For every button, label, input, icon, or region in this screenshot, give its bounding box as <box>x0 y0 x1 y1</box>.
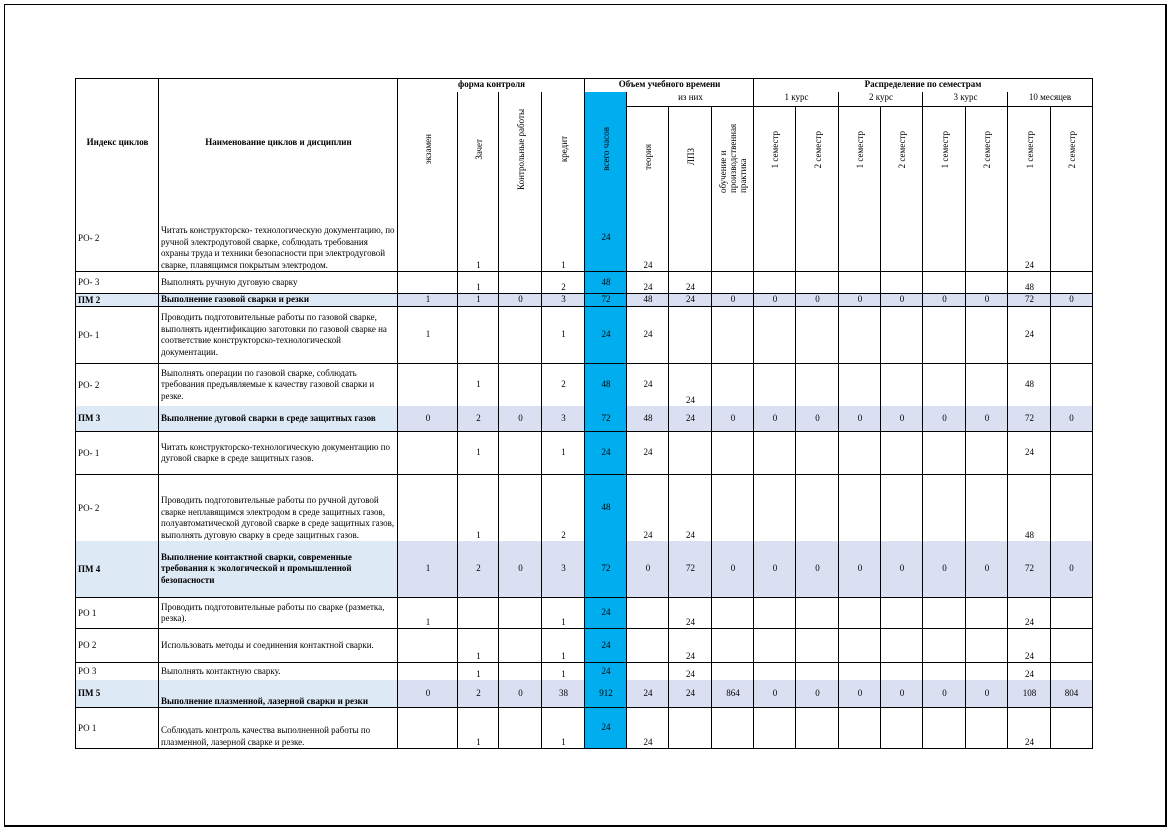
header-course-2: 2 курс <box>838 92 923 107</box>
row-semester-2 <box>795 597 839 629</box>
row-teoria: 24 <box>626 474 669 542</box>
row-zach: 1 <box>457 628 499 663</box>
row-total: 48 <box>584 271 627 294</box>
row-semester-7: 24 <box>1007 205 1051 272</box>
row-name: Выполнять ручную дуговую сварку <box>158 271 398 294</box>
row-semester-7: 72 <box>1007 541 1051 598</box>
row-semester-7: 24 <box>1007 597 1051 629</box>
row-semester-2 <box>795 628 839 663</box>
row-practice <box>711 628 754 663</box>
row-practice <box>711 662 754 681</box>
row-lpz: 24 <box>668 662 712 681</box>
row-practice <box>711 306 754 364</box>
row-teoria <box>626 597 669 629</box>
row-teoria: 0 <box>626 541 669 598</box>
header-semester-8 <box>1050 106 1093 206</box>
row-semester-8 <box>1050 662 1093 681</box>
row-semester-3 <box>838 363 881 407</box>
row-semester-1 <box>753 205 796 272</box>
header-volume-group: Объем учебного времени <box>584 78 754 93</box>
row-semester-1 <box>753 271 796 294</box>
header-control-exam <box>397 92 458 206</box>
row-teoria: 24 <box>626 306 669 364</box>
row-exam <box>397 628 458 663</box>
row-semester-3 <box>838 431 881 475</box>
row-exam <box>397 205 458 272</box>
row-total: 72 <box>584 541 627 598</box>
row-kontr <box>498 707 542 749</box>
row-semester-6: 0 <box>965 293 1008 307</box>
row-semester-8 <box>1050 597 1093 629</box>
row-name: Выполнять контактную сварку. <box>158 662 398 681</box>
row-name: Проводить подготовительные работы по сварке (разметка, резка). <box>158 597 398 629</box>
row-exam: 1 <box>397 306 458 364</box>
row-kontr <box>498 205 542 272</box>
row-semester-7: 24 <box>1007 628 1051 663</box>
row-semester-6 <box>965 205 1008 272</box>
row-semester-8: 804 <box>1050 680 1093 708</box>
header-course-1: 1 курс <box>753 92 839 107</box>
header-control-kontr <box>498 92 542 206</box>
row-kredit: 2 <box>541 363 585 407</box>
row-lpz: 24 <box>668 406 712 432</box>
row-teoria: 48 <box>626 406 669 432</box>
row-kontr <box>498 271 542 294</box>
row-semester-5: 0 <box>922 293 966 307</box>
header-semester-6 <box>965 106 1008 206</box>
row-semester-2: 0 <box>795 680 839 708</box>
row-semester-1 <box>753 628 796 663</box>
row-zach: 1 <box>457 431 499 475</box>
row-lpz: 72 <box>668 541 712 598</box>
header-course-4: 10 месяцев <box>1007 92 1093 107</box>
row-total: 48 <box>584 363 627 407</box>
row-kredit: 1 <box>541 205 585 272</box>
row-semester-6 <box>965 628 1008 663</box>
row-exam <box>397 474 458 542</box>
row-total: 24 <box>584 597 627 629</box>
row-semester-3 <box>838 707 881 749</box>
row-semester-8 <box>1050 205 1093 272</box>
row-semester-4: 0 <box>880 406 923 432</box>
row-semester-5 <box>922 271 966 294</box>
header-semester-7-label: 1 семестр <box>1024 131 1035 169</box>
row-index: РО 1 <box>75 597 159 629</box>
row-semester-3 <box>838 205 881 272</box>
row-semester-7: 48 <box>1007 271 1051 294</box>
row-index: РО- 2 <box>75 363 159 407</box>
row-semester-3 <box>838 271 881 294</box>
row-semester-8: 0 <box>1050 293 1093 307</box>
header-control-kredit-label: кредит <box>558 135 569 163</box>
row-exam: 1 <box>397 541 458 598</box>
row-semester-4 <box>880 271 923 294</box>
row-semester-6 <box>965 271 1008 294</box>
row-semester-5 <box>922 431 966 475</box>
row-practice: 0 <box>711 406 754 432</box>
row-name: Выполнение плазменной, лазерной сварки и резки <box>158 680 398 708</box>
row-lpz: 24 <box>668 628 712 663</box>
row-kontr: 0 <box>498 406 542 432</box>
row-kontr: 0 <box>498 541 542 598</box>
row-zach <box>457 597 499 629</box>
row-kredit: 1 <box>541 628 585 663</box>
row-practice: 864 <box>711 680 754 708</box>
row-semester-3: 0 <box>838 293 881 307</box>
row-practice <box>711 363 754 407</box>
header-index: Индекс циклов <box>75 78 159 206</box>
row-semester-1 <box>753 597 796 629</box>
row-kredit: 2 <box>541 474 585 542</box>
row-index: РО- 2 <box>75 474 159 542</box>
row-semester-2 <box>795 306 839 364</box>
row-semester-2 <box>795 363 839 407</box>
header-total-hours-label: всего часов <box>601 127 611 171</box>
row-kredit: 3 <box>541 293 585 307</box>
row-index: РО- 1 <box>75 431 159 475</box>
row-kredit: 38 <box>541 680 585 708</box>
row-semester-1 <box>753 363 796 407</box>
header-practice <box>711 106 754 206</box>
row-name: Выполнение газовой сварки и резки <box>158 293 398 307</box>
row-kredit: 3 <box>541 541 585 598</box>
row-semester-4: 0 <box>880 541 923 598</box>
row-semester-7: 48 <box>1007 474 1051 542</box>
row-lpz: 24 <box>668 271 712 294</box>
row-kredit: 1 <box>541 306 585 364</box>
row-teoria: 24 <box>626 363 669 407</box>
row-kontr <box>498 628 542 663</box>
row-total: 24 <box>584 707 627 749</box>
row-total: 24 <box>584 662 627 681</box>
row-semester-6 <box>965 662 1008 681</box>
row-exam <box>397 662 458 681</box>
row-semester-4 <box>880 306 923 364</box>
row-semester-6: 0 <box>965 541 1008 598</box>
row-semester-3 <box>838 306 881 364</box>
row-semester-5 <box>922 306 966 364</box>
row-index: ПМ 4 <box>75 541 159 598</box>
row-zach: 1 <box>457 271 499 294</box>
row-semester-1: 0 <box>753 406 796 432</box>
row-semester-7: 24 <box>1007 662 1051 681</box>
row-semester-1 <box>753 431 796 475</box>
row-teoria: 24 <box>626 707 669 749</box>
row-semester-6 <box>965 363 1008 407</box>
row-index: ПМ 2 <box>75 293 159 307</box>
row-semester-2: 0 <box>795 406 839 432</box>
header-semester-6-label: 2 семестр <box>982 131 992 169</box>
row-semester-1 <box>753 707 796 749</box>
row-semester-5 <box>922 628 966 663</box>
row-semester-2 <box>795 474 839 542</box>
row-kontr: 0 <box>498 680 542 708</box>
header-control-exam-label: экзамен <box>423 133 433 165</box>
row-teoria <box>626 662 669 681</box>
row-semester-8 <box>1050 474 1093 542</box>
row-semester-5 <box>922 363 966 407</box>
row-kredit: 1 <box>541 707 585 749</box>
row-semester-5 <box>922 205 966 272</box>
row-kontr <box>498 306 542 364</box>
row-kredit: 1 <box>541 431 585 475</box>
header-semester-7 <box>1007 106 1051 206</box>
row-exam: 1 <box>397 293 458 307</box>
header-control-zach <box>457 92 499 206</box>
row-semester-3 <box>838 662 881 681</box>
row-total: 912 <box>584 680 627 708</box>
row-semester-6: 0 <box>965 680 1008 708</box>
header-semester-2-label: 2 семестр <box>812 131 823 169</box>
header-semester-3-label: 1 семестр <box>855 131 865 169</box>
row-exam: 0 <box>397 406 458 432</box>
row-semester-1: 0 <box>753 293 796 307</box>
row-name: Читать конструкторско-технологическую документацию по дуговой сварке в среде защитных газов. <box>158 431 398 475</box>
row-exam <box>397 271 458 294</box>
header-control-zach-label: Зачет <box>473 138 484 160</box>
row-name: Проводить подготовительные работы по газовой сварке, выполнять идентификацию заготовки по газовой сварке на соответствие конструкторско-технологической документации. <box>158 306 398 364</box>
row-semester-7: 24 <box>1007 306 1051 364</box>
row-zach: 2 <box>457 541 499 598</box>
header-control-group: форма контроля <box>397 78 585 93</box>
row-semester-6 <box>965 306 1008 364</box>
row-semester-3: 0 <box>838 406 881 432</box>
row-teoria: 24 <box>626 271 669 294</box>
header-semester-2 <box>795 106 839 206</box>
row-zach: 1 <box>457 293 499 307</box>
row-semester-8 <box>1050 363 1093 407</box>
header-distribution-group: Распределение по семестрам <box>753 78 1093 93</box>
row-total: 48 <box>584 474 627 542</box>
header-teoria-label: теория <box>643 143 653 170</box>
row-total: 24 <box>584 628 627 663</box>
header-teoria <box>626 106 669 206</box>
header-semester-8-label: 2 семестр <box>1066 131 1077 169</box>
row-semester-2 <box>795 662 839 681</box>
row-lpz: 24 <box>668 474 712 542</box>
header-semester-4-label: 2 семестр <box>897 131 907 169</box>
row-zach: 1 <box>457 363 499 407</box>
header-semester-1-label: 1 семестр <box>770 131 780 169</box>
row-semester-1 <box>753 662 796 681</box>
row-name: Проводить подготовительные работы по ручной дуговой сварке неплавящимся электродом в среде защитных газов, полуавтоматической дуговой сварке в среде защитных газов, выполнять дуговую сварку в среде защитных газов. <box>158 474 398 542</box>
row-lpz <box>668 306 712 364</box>
row-semester-5 <box>922 597 966 629</box>
row-teoria: 24 <box>626 431 669 475</box>
row-teoria: 48 <box>626 293 669 307</box>
row-semester-2: 0 <box>795 293 839 307</box>
row-kontr <box>498 662 542 681</box>
row-lpz: 24 <box>668 680 712 708</box>
row-semester-4 <box>880 628 923 663</box>
row-semester-5: 0 <box>922 680 966 708</box>
row-semester-6 <box>965 707 1008 749</box>
row-zach: 2 <box>457 406 499 432</box>
row-exam: 1 <box>397 597 458 629</box>
row-practice: 0 <box>711 541 754 598</box>
row-semester-5 <box>922 707 966 749</box>
row-index: РО 1 <box>75 707 159 749</box>
row-practice <box>711 597 754 629</box>
row-kontr <box>498 431 542 475</box>
header-lpz-label: ЛПЗ <box>685 147 696 166</box>
row-lpz <box>668 205 712 272</box>
row-name: Выполнение контактной сварки, современные требования к экологической и промышленной безопасности <box>158 541 398 598</box>
row-semester-6 <box>965 431 1008 475</box>
row-semester-3 <box>838 474 881 542</box>
row-kontr <box>498 474 542 542</box>
row-practice <box>711 431 754 475</box>
row-semester-2 <box>795 431 839 475</box>
row-total: 72 <box>584 293 627 307</box>
row-kredit: 3 <box>541 406 585 432</box>
row-semester-7: 72 <box>1007 406 1051 432</box>
row-semester-5: 0 <box>922 406 966 432</box>
row-name: Читать конструкторско- технологическую документацию, по ручной электродуговой сварке, соблюдать требования охраны труда и техники безопасности при электродуговой сварке, плавящимся покрытым электродом. <box>158 205 398 272</box>
row-semester-5 <box>922 474 966 542</box>
row-zach: 1 <box>457 662 499 681</box>
row-semester-6 <box>965 474 1008 542</box>
row-semester-1: 0 <box>753 541 796 598</box>
header-total-hours <box>584 92 627 206</box>
row-semester-3 <box>838 628 881 663</box>
row-semester-1 <box>753 306 796 364</box>
header-name: Наименование циклов и дисциплин <box>158 78 398 206</box>
header-semester-4 <box>880 106 923 206</box>
table-bottom-border <box>75 748 1093 749</box>
header-lpz <box>668 106 712 206</box>
row-total: 24 <box>584 306 627 364</box>
row-semester-5: 0 <box>922 541 966 598</box>
row-zach: 2 <box>457 680 499 708</box>
row-index: ПМ 3 <box>75 406 159 432</box>
row-semester-8 <box>1050 707 1093 749</box>
row-index: ПМ 5 <box>75 680 159 708</box>
row-kontr: 0 <box>498 293 542 307</box>
row-exam <box>397 431 458 475</box>
row-semester-2 <box>795 707 839 749</box>
row-zach: 1 <box>457 707 499 749</box>
row-semester-6: 0 <box>965 406 1008 432</box>
row-lpz: 24 <box>668 293 712 307</box>
row-semester-8 <box>1050 306 1093 364</box>
row-zach: 1 <box>457 205 499 272</box>
row-semester-6 <box>965 597 1008 629</box>
row-semester-4 <box>880 205 923 272</box>
row-semester-8: 0 <box>1050 541 1093 598</box>
row-zach <box>457 306 499 364</box>
row-teoria <box>626 628 669 663</box>
row-semester-8: 0 <box>1050 406 1093 432</box>
row-index: РО 3 <box>75 662 159 681</box>
row-lpz: 24 <box>668 363 712 407</box>
header-control-kontr-label: Контрольные работы <box>515 108 526 190</box>
row-semester-7: 48 <box>1007 363 1051 407</box>
header-control-kredit <box>541 92 585 206</box>
row-semester-4 <box>880 431 923 475</box>
row-semester-8 <box>1050 431 1093 475</box>
row-semester-4: 0 <box>880 680 923 708</box>
row-teoria: 24 <box>626 680 669 708</box>
row-semester-7: 24 <box>1007 707 1051 749</box>
row-index: РО- 2 <box>75 205 159 272</box>
row-semester-1 <box>753 474 796 542</box>
row-index: РО 2 <box>75 628 159 663</box>
row-total: 72 <box>584 406 627 432</box>
row-semester-2: 0 <box>795 541 839 598</box>
row-semester-4 <box>880 363 923 407</box>
row-practice <box>711 707 754 749</box>
row-semester-4: 0 <box>880 293 923 307</box>
row-semester-4 <box>880 662 923 681</box>
row-semester-3: 0 <box>838 541 881 598</box>
row-semester-2 <box>795 271 839 294</box>
row-semester-7: 108 <box>1007 680 1051 708</box>
row-kontr <box>498 363 542 407</box>
row-lpz <box>668 431 712 475</box>
row-kredit: 2 <box>541 271 585 294</box>
row-semester-7: 24 <box>1007 431 1051 475</box>
row-semester-2 <box>795 205 839 272</box>
row-semester-8 <box>1050 271 1093 294</box>
row-zach: 1 <box>457 474 499 542</box>
row-semester-8 <box>1050 628 1093 663</box>
row-teoria: 24 <box>626 205 669 272</box>
row-semester-4 <box>880 707 923 749</box>
header-course-3: 3 курс <box>922 92 1008 107</box>
row-practice: 0 <box>711 293 754 307</box>
row-semester-3: 0 <box>838 680 881 708</box>
curriculum-table <box>75 78 1093 749</box>
row-semester-1: 0 <box>753 680 796 708</box>
row-total: 24 <box>584 431 627 475</box>
row-kredit: 1 <box>541 597 585 629</box>
row-name: Выполнение дуговой сварки в среде защитных газов <box>158 406 398 432</box>
row-index: РО- 1 <box>75 306 159 364</box>
row-semester-4 <box>880 597 923 629</box>
row-practice <box>711 205 754 272</box>
row-name: Использовать методы и соединения контактной сварки. <box>158 628 398 663</box>
row-practice <box>711 271 754 294</box>
header-semester-5-label: 1 семестр <box>939 131 950 169</box>
header-semester-5 <box>922 106 966 206</box>
header-semester-3 <box>838 106 881 206</box>
row-exam <box>397 707 458 749</box>
row-exam: 0 <box>397 680 458 708</box>
row-semester-3 <box>838 597 881 629</box>
header-semester-1 <box>753 106 796 206</box>
row-semester-7: 72 <box>1007 293 1051 307</box>
row-kredit: 1 <box>541 662 585 681</box>
row-kontr <box>498 597 542 629</box>
row-name: Выполнять операции по газовой сварке, соблюдать требования предъявляемые к качеству газовой сварки и резке. <box>158 363 398 407</box>
row-index: РО- 3 <box>75 271 159 294</box>
row-lpz <box>668 707 712 749</box>
row-practice <box>711 474 754 542</box>
header-practice-label: обучение и производственная практика <box>718 123 748 193</box>
row-semester-4 <box>880 474 923 542</box>
row-semester-5 <box>922 662 966 681</box>
header-of-them: из них <box>626 92 754 107</box>
row-lpz: 24 <box>668 597 712 629</box>
row-total: 24 <box>584 205 627 272</box>
row-name: Соблюдать контроль качества выполненной работы по плазменной, лазерной сварке и резке. <box>158 707 398 749</box>
row-exam <box>397 363 458 407</box>
